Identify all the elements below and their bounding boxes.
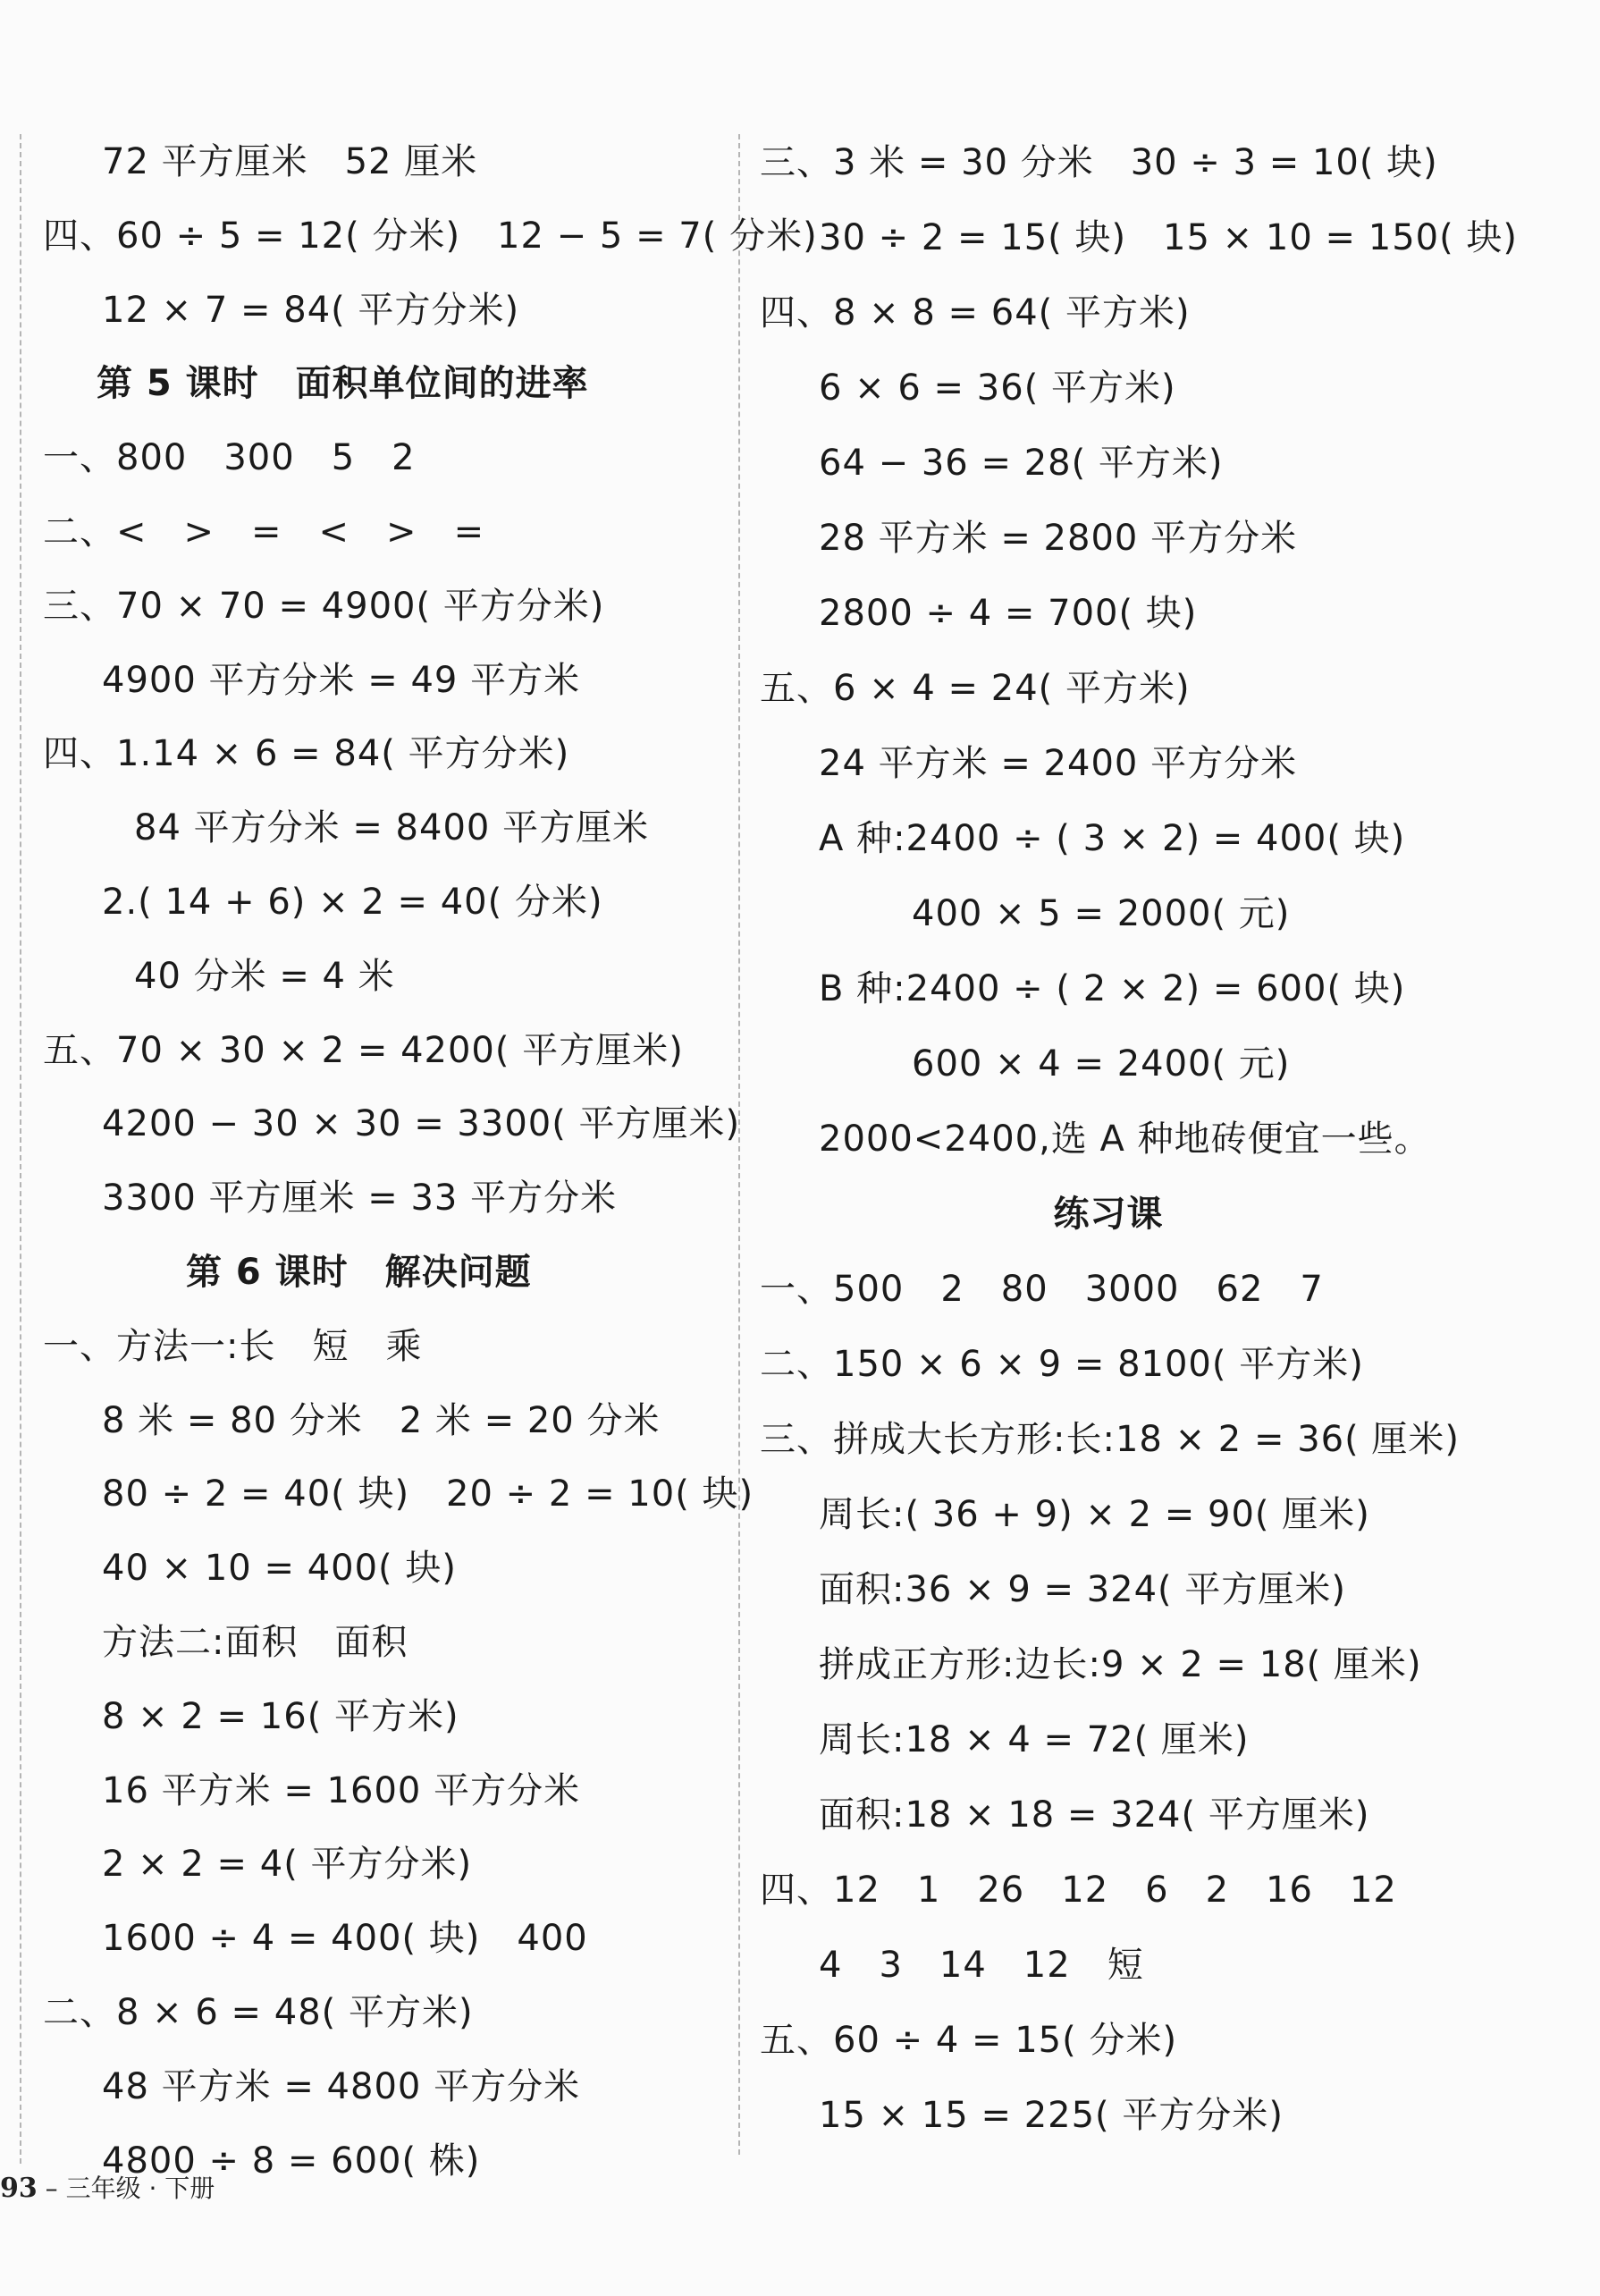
answer-line: 二、150 × 6 × 9 = 8100( 平方米) <box>760 1344 1364 1385</box>
answer-line: 84 平方分米 = 8400 平方厘米 <box>134 807 650 849</box>
grade-label: 三年级 · 下册 <box>65 2174 215 2203</box>
answer-line: 2000<2400,选 A 种地砖便宜一些。 <box>819 1118 1431 1160</box>
answer-line: 4 3 14 12 短 <box>819 1945 1144 1986</box>
answer-line: 周长:18 × 4 = 72( 厘米) <box>819 1719 1250 1760</box>
answer-line: 64 − 36 = 28( 平方米) <box>819 443 1224 484</box>
page-footer <box>0 2162 215 2216</box>
answer-line: 三、70 × 70 = 4900( 平方分米) <box>43 585 605 627</box>
answer-line: 一、方法一:长 短 乘 <box>43 1325 423 1367</box>
answer-line: 一、800 300 5 2 <box>43 437 416 479</box>
answer-line: 40 分米 = 4 米 <box>134 955 395 997</box>
answer-line: 80 ÷ 2 = 40( 块) 20 ÷ 2 = 10( 块) <box>102 1473 754 1515</box>
answer-line: 15 × 15 = 225( 平方分米) <box>819 2095 1284 2136</box>
answer-line: 2800 ÷ 4 = 700( 块) <box>819 593 1198 634</box>
answer-line: 拼成正方形:边长:9 × 2 = 18( 厘米) <box>819 1644 1422 1685</box>
answer-line: 五、60 ÷ 4 = 15( 分米) <box>760 2020 1178 2061</box>
answer-line: A 种:2400 ÷ ( 3 × 2) = 400( 块) <box>819 818 1406 859</box>
answer-line: 二、8 × 6 = 48( 平方米) <box>43 1991 474 2033</box>
answer-line: 三、3 米 = 30 分米 30 ÷ 3 = 10( 块) <box>760 142 1438 183</box>
answer-line: 五、70 × 30 × 2 = 4200( 平方厘米) <box>43 1029 684 1071</box>
answer-line: 四、60 ÷ 5 = 12( 分米) 12 − 5 = 7( 分米) <box>43 215 818 257</box>
answer-line: 6 × 6 = 36( 平方米) <box>819 367 1176 409</box>
answer-line: 16 平方米 = 1600 平方分米 <box>102 1769 581 1811</box>
answer-line: 面积:18 × 18 = 324( 平方厘米) <box>819 1794 1370 1836</box>
answer-line: 48 平方米 = 4800 平方分米 <box>102 2065 581 2107</box>
answer-line: 方法二:面积 面积 <box>102 1621 408 1663</box>
answer-line: 四、12 1 26 12 6 2 16 12 <box>760 1870 1397 1911</box>
answer-line: B 种:2400 ÷ ( 2 × 2) = 600( 块) <box>819 968 1406 1009</box>
answer-line: 600 × 4 = 2400( 元) <box>912 1043 1291 1085</box>
answer-line: 三、拼成大长方形:长:18 × 2 = 36( 厘米) <box>760 1419 1461 1460</box>
lesson-heading: 第 6 课时 解决问题 <box>186 1251 532 1293</box>
answer-line: 24 平方米 = 2400 平方分米 <box>819 743 1298 784</box>
answer-line: 4800 ÷ 8 = 600( 株) <box>102 2140 481 2182</box>
left-margin-divider <box>20 134 21 2164</box>
lesson-heading: 练习课 <box>1053 1194 1164 1235</box>
answer-line: 面积:36 × 9 = 324( 平方厘米) <box>819 1569 1346 1610</box>
answer-line: 周长:( 36 + 9) × 2 = 90( 厘米) <box>819 1494 1370 1535</box>
answer-line: 一、500 2 80 3000 62 7 <box>760 1269 1324 1310</box>
answer-line: 四、8 × 8 = 64( 平方米) <box>760 292 1191 333</box>
answer-line: 30 ÷ 2 = 15( 块) 15 × 10 = 150( 块) <box>819 217 1519 258</box>
answer-line: 400 × 5 = 2000( 元) <box>912 893 1291 934</box>
right-column <box>760 125 1564 2153</box>
footer-separator: – <box>37 2174 66 2203</box>
lesson-heading: 第 5 课时 面积单位间的进率 <box>97 363 589 405</box>
answer-line: 72 平方厘米 52 厘米 <box>102 141 478 182</box>
answer-line: 8 × 2 = 16( 平方米) <box>102 1695 459 1737</box>
answer-line: 4200 − 30 × 30 = 3300( 平方厘米) <box>102 1103 741 1145</box>
answer-line: 40 × 10 = 400( 块) <box>102 1548 457 1590</box>
left-column <box>43 125 818 2198</box>
answer-line: 四、1.14 × 6 = 84( 平方分米) <box>43 733 570 775</box>
answer-line: 12 × 7 = 84( 平方分米) <box>102 289 520 331</box>
answer-line: 2.( 14 + 6) × 2 = 40( 分米) <box>102 881 603 923</box>
answer-line: 3300 平方厘米 = 33 平方分米 <box>102 1178 618 1220</box>
answer-line: 1600 ÷ 4 = 400( 块) 400 <box>102 1918 588 1960</box>
answer-line: 8 米 = 80 分米 2 米 = 20 分米 <box>102 1399 661 1441</box>
answer-line: 五、6 × 4 = 24( 平方米) <box>760 668 1191 709</box>
answer-line: 4900 平方分米 = 49 平方米 <box>102 659 581 701</box>
answer-line: 2 × 2 = 4( 平方分米) <box>102 1844 473 1886</box>
answer-line: 二、< > = < > = <box>43 511 485 553</box>
page-number: 93 <box>0 2173 38 2204</box>
answer-line: 28 平方米 = 2800 平方分米 <box>819 518 1298 559</box>
